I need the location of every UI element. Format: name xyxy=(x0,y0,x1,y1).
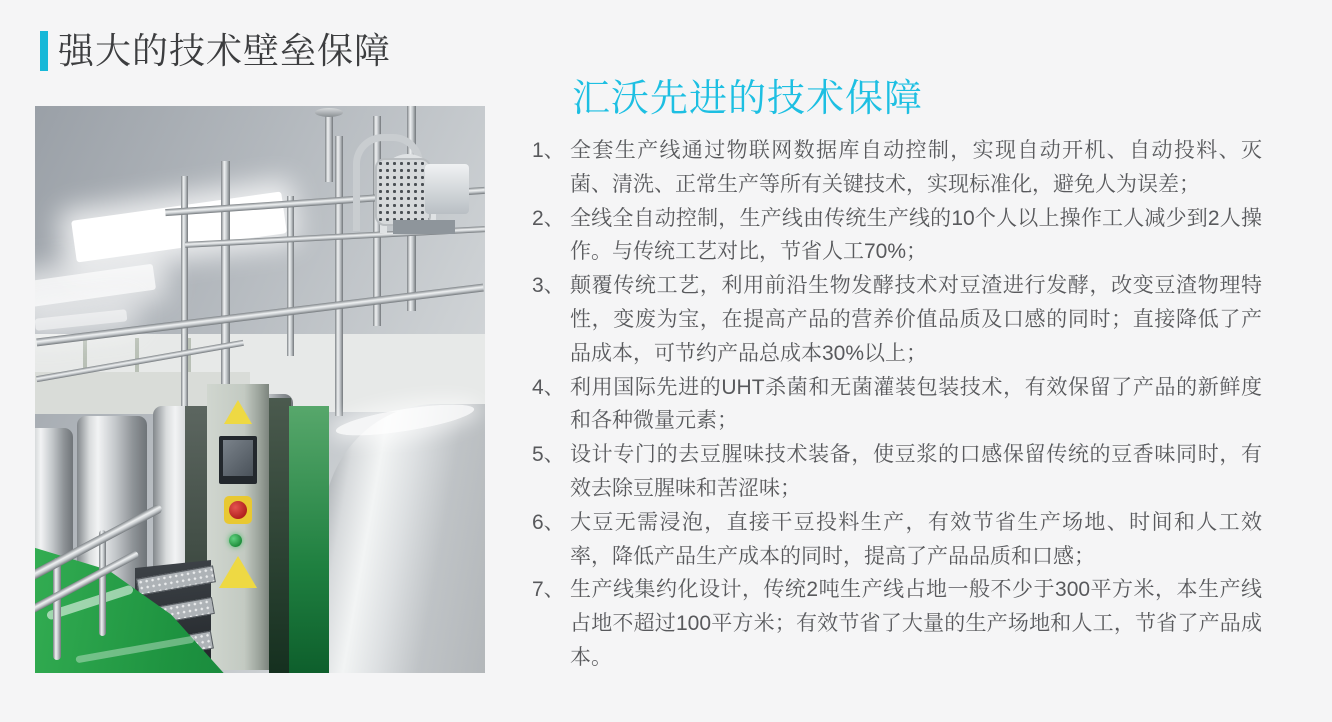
content-panel xyxy=(532,78,1262,675)
ceiling-light-panel-3 xyxy=(35,309,127,331)
list-item xyxy=(532,134,1262,202)
estop-button xyxy=(224,496,252,524)
warning-sticker-top xyxy=(224,400,252,424)
section-title-row xyxy=(40,30,391,72)
list-item-text: 设计专门的去豆腥味技术装备，使豆浆的口感保留传统的豆香味同时，有效去除豆腥味和苦涩味； xyxy=(570,443,1262,500)
list-item-text: 颠覆传统工艺，利用前沿生物发酵技术对豆渣进行发酵，改变豆渣物理特性，变废为宝，在提高产品的营养价值品质及口感的同时；直接降低了产品成本，可节约产品总成本30%以上； xyxy=(570,274,1262,365)
motor-grille xyxy=(375,158,431,226)
list-item-number: 5、 xyxy=(532,443,565,467)
list-item-number: 3、 xyxy=(532,274,565,298)
section-title: 强大的技术壁垒保障 xyxy=(58,30,392,71)
green-door-panel xyxy=(289,406,329,673)
list-item-number: 7、 xyxy=(532,578,565,602)
storage-tank-dome xyxy=(323,404,485,673)
handrail-post-1 xyxy=(53,558,61,660)
motor-bracket xyxy=(393,220,455,234)
list-item-text: 大豆无需浸泡，直接干豆投料生产，有效节省生产场地、时间和人工效率，降低产品生产成本的同时，提高了产品品质和口感； xyxy=(570,510,1262,568)
list-item-text: 全线全自动控制，生产线由传统生产线的10个人以上操作工人减少到2人操作。与传统工艺对比，节省人工70%； xyxy=(570,206,1262,264)
cabinet-shadow-band xyxy=(269,398,291,673)
list-item xyxy=(532,371,1262,439)
ceiling-drop-pipe xyxy=(325,112,333,182)
pipe-vertical-3 xyxy=(287,196,294,356)
estop-red-cap xyxy=(229,501,247,519)
factory-photo xyxy=(35,106,485,673)
list-item xyxy=(532,506,1262,574)
list-item xyxy=(532,438,1262,506)
list-item-text: 利用国际先进的UHT杀菌和无菌灌装包装技术，有效保留了产品的新鲜度和各种微量元素； xyxy=(570,375,1262,433)
list-item-text: 全套生产线通过物联网数据库自动控制，实现自动开机、自动投料、灭菌、清洗、正常生产等所有关键技术，实现标准化，避免人为误差； xyxy=(570,139,1262,196)
handrail-post-2 xyxy=(99,530,106,636)
motor-body xyxy=(425,164,469,214)
list-item-number: 4、 xyxy=(532,375,565,399)
indicator-light xyxy=(229,534,242,547)
pipe-flange xyxy=(315,108,343,117)
list-item xyxy=(532,269,1262,370)
ceiling-light-panel-2 xyxy=(35,264,156,311)
list-item xyxy=(532,202,1262,270)
list-item-text: 生产线集约化设计，传统2吨生产线占地一般不少于300平方米，本生产线占地不超过100平方米；有效节省了大量的生产场地和人工，节省了产品成本。 xyxy=(570,578,1262,669)
motor-unit xyxy=(375,158,469,236)
hmi-screen xyxy=(219,436,257,484)
list-item-number: 6、 xyxy=(532,510,565,534)
warning-sticker-bottom xyxy=(219,556,257,588)
list-item-number: 1、 xyxy=(532,139,565,162)
pipe-vertical-4 xyxy=(335,136,343,416)
list-item xyxy=(532,573,1262,674)
title-accent-bar xyxy=(40,31,48,71)
advantage-list xyxy=(532,134,1262,675)
hmi-screen-glass xyxy=(223,440,253,476)
list-item-number: 2、 xyxy=(532,206,565,230)
pipe-vertical-2 xyxy=(221,161,230,416)
content-heading: 汇沃先进的技术保障 xyxy=(572,78,924,120)
